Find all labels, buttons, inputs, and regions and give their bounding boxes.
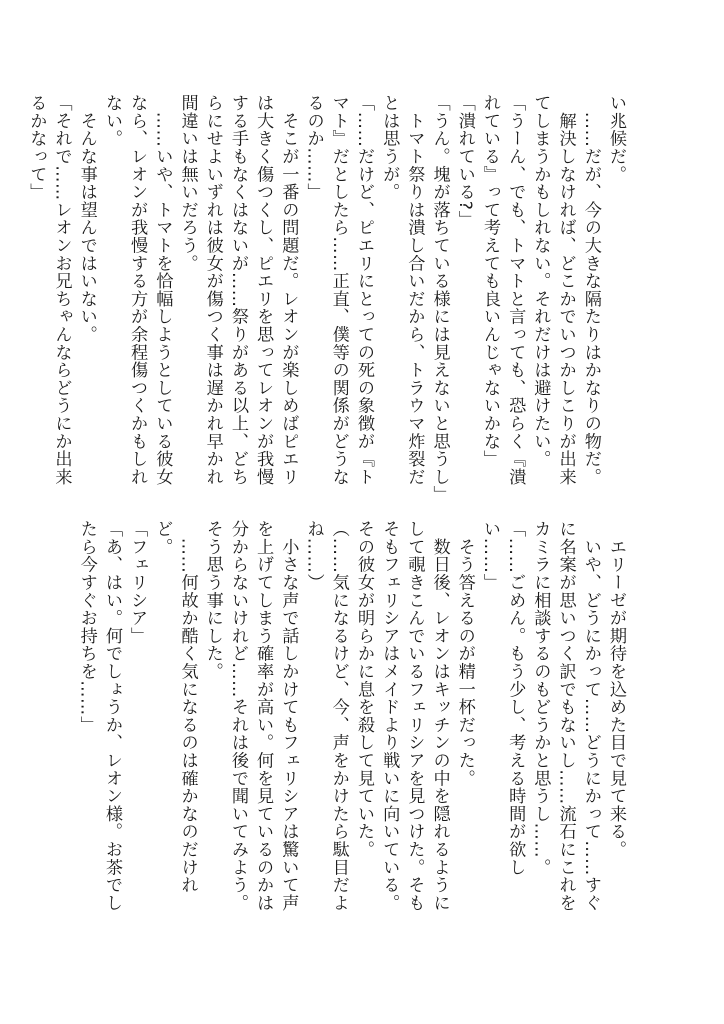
paragraph: 「フェリシア」 [127,520,148,645]
paragraph: 「うーん、でも、トマトと言っても、恐らく『潰れている』って考えても良いんじゃないかな」 [479,94,526,486]
paragraph: 「潰れている?」 [454,94,475,229]
paragraph: ……いや、トマトを恰幅しようとしている彼女なら、レオンが我慢する方が余程傷つくかもしれない。 [101,94,173,486]
paragraph: ……何故か酷く気になるのは確かなのだけれど。 [152,520,198,894]
paragraph: 「……ごめん。もう少し、考える時間が欲しい……」 [479,520,526,876]
paragraph: 解決しなければ、どこかでいつかしこりが出来てしまうかもしれない。それだけは避けたい。 [530,94,576,486]
paragraph: トマト祭りは潰し合いだから、トラウマ炸裂だとは思うが。 [379,94,425,486]
paragraph: エリーゼが期待を込めた目で見て来る。 [606,520,626,859]
paragraph: そう答えるのが精一杯だった。 [454,520,475,787]
paragraph: 「あ、はい。何でしょうか、レオン様。お茶でしたら今すぐお持ちを……」 [76,520,122,912]
paragraph: い兆候だ。 [606,94,626,183]
paragraph: ……だが、今の大きな隔たりはかなりの物だ。 [580,94,601,486]
text-column-top [26,94,628,504]
paragraph: 「それで……レオンお兄ちゃんならどうにか出来るかなって」 [26,94,72,486]
paragraph: 「うん。塊が落ちている様には見えないと思うし」 [429,94,450,504]
paragraph: そんな事は望んではいない。 [76,94,97,344]
paragraph: 「……だけど、ピエリにとっての死の象徴が『トマト』だとしたら……正直、僕等の関係がどうなるのか……」 [303,94,374,486]
paragraph: （……気になるけど、今、声をかけたら駄目だよね……） [303,520,349,912]
paragraph: そこが一番の問題だ。レオンが楽しめばピエリは大きく傷つくし、ピエリを思ってレオンが我慢する手もなくはないが……祭りがある以上、どちらにせよいずれは彼女が傷つく事は遅かれ早かれ間違いは無いだろう。 [177,94,299,486]
paragraph: 数日後、レオンはキッチンの中を隠れるようにして覗きこんでいるフェリシアを見つけた。そもそもフェリシアはメイドより戦いに向いている。その彼女が明らかに息を殺して見ていた。 [353,520,450,912]
paragraph: いや、どうにかって……どうにかって……すぐに名案が思いつく訳でもないし……流石にこれをカミラに相談するのもどうかと思うし……。 [530,520,601,912]
paragraph: 小さな声で話しかけてもフェリシアは驚いて声を上げてしまう確率が高い。何を見ているのかは分からないけれど……それは後で聞いてみよう。そう思う事にした。 [202,520,299,912]
text-column-bottom [76,520,628,925]
